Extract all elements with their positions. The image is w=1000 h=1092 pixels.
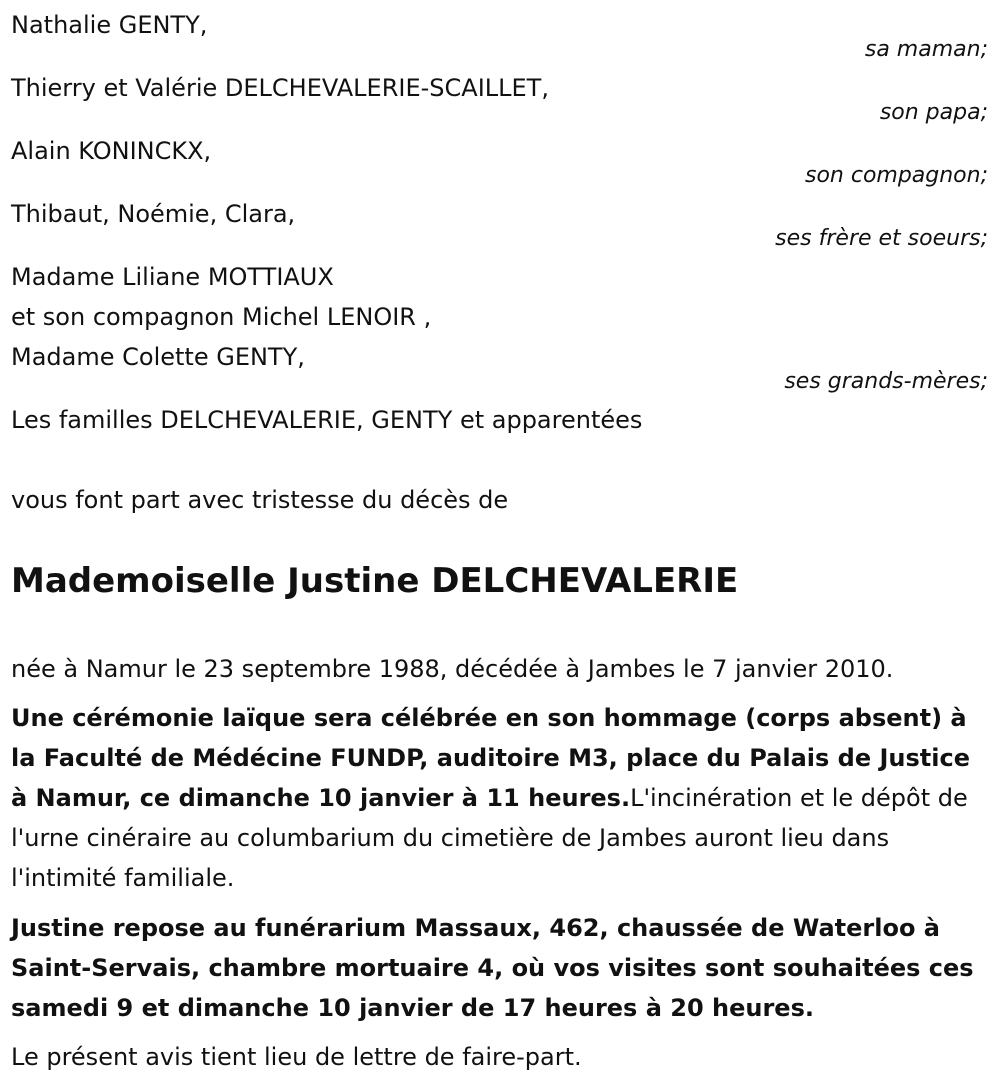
deceased-name: Mademoiselle Justine DELCHEVALERIE xyxy=(11,561,739,601)
family-name-colette: Madame Colette GENTY, xyxy=(11,343,305,371)
relation-grandmothers: ses grands-mères; xyxy=(784,369,988,394)
relation-papa: son papa; xyxy=(879,100,988,125)
birth-death-info: née à Namur le 23 septembre 1988, décédée à Jambes le 7 janvier 2010. xyxy=(11,655,894,683)
closing-note: Le présent avis tient lieu de lettre de faire-part. xyxy=(11,1043,582,1071)
funerarium-paragraph: Justine repose au funérarium Massaux, 462, chaussée de Waterloo à Saint-Servais, chambre mortuaire 4, où vos visites sont souhaitées ces samedi 9 et dimanche 10 janvier de 17 heures à 20 heures. xyxy=(11,914,974,1022)
family-name-michel: et son compagnon Michel LENOIR , xyxy=(11,303,432,331)
family-name-liliane: Madame Liliane MOTTIAUX xyxy=(11,263,334,291)
ceremony-details: Une cérémonie laïque sera célébrée en son hommage (corps absent) à la Faculté de Médécine FUNDP, auditoire M3, place du Palais de Justice à Namur, ce dimanche 10 janvier à 11 heures. xyxy=(11,704,970,812)
relation-siblings: ses frère et soeurs; xyxy=(775,226,988,251)
family-name-parents: Thierry et Valérie DELCHEVALERIE-SCAILLET, xyxy=(11,74,549,102)
cremation-details: L'incinération et le dépôt de l'urne cinéraire au columbarium du cimetière de Jambes auront lieu dans l'intimité familiale. xyxy=(11,784,968,892)
announcement-intro: vous font part avec tristesse du décès de xyxy=(11,486,509,514)
family-name-siblings: Thibaut, Noémie, Clara, xyxy=(11,200,296,228)
family-name-nathalie: Nathalie GENTY, xyxy=(11,11,208,39)
family-name-alain: Alain KONINCKX, xyxy=(11,137,212,165)
family-name-families: Les familles DELCHEVALERIE, GENTY et apparentées xyxy=(11,406,643,434)
ceremony-paragraph xyxy=(11,698,986,898)
relation-compagnon: son compagnon; xyxy=(804,163,988,188)
relation-maman: sa maman; xyxy=(864,37,988,62)
